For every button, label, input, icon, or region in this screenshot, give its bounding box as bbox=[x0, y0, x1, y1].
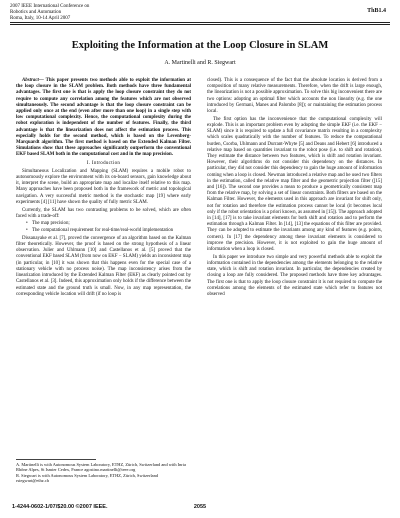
paragraph: Dissanayake et al. [7], proved the convergence of an algorithm based on the Kalman filter theoretically. However, the proof is based on the strong hypothesis of a linear observation. Julier and Uhlmann [10] and Castellanos et al. [5] proved that the conventional EKF based SLAM (from now on EKF − SLAM) yields an inconsistent map (in particular, in [10] it was shown that this happens even for the special case of a stationary vehicle with no process noise). The map inconsistency arises from the linearization introduced by the Extended Kalman Filter (EKF) as clearly pointed out by Castellanos et al. [3]. Indeed, this approximation only holds if the difference between the estimated state and the ground truth is small. Now, in any map representation, the corresponding vehicle location will drift (if no loop is bbox=[16, 235, 191, 297]
footnote-line: A. Martinelli is with Autonomous System Laboratory, ETHZ, Zürich, Switzerland and with Inria Rhône Alpes, St Ismier Cedex, France agostino.martinelli@ieee.org bbox=[16, 462, 186, 473]
footnote-rule bbox=[16, 459, 96, 460]
isbn-line: 1-4244-0602-1/07/$20.00 ©2007 IEEE. bbox=[12, 504, 108, 510]
paragraph: The first option has the inconvenience that the computational complexity will explode. This is an important problem even by adopting the simple EKF (i.e. the EKF − SLAM) since it is required to update a full covariance matrix resulting in a complexity which scales quadratically with the number of features. To reduce the computational burden, Csorba, Uhlmann and Durrant-Whyte [5] and Deans and Hebert [6] introduced a relative map based on quantities invariant to the robot pose (i.e. to shift and rotation). They estimate the distance between two features, which is shift and rotation invariant. However, their algorithms do not consider this dependency on the distances. In particular, they did not consider this dependency to gain the huge amount of information coming when a loop is closed. Newman introduced a relative map and he used two filters in the estimation, called the relative map filter and the geometric projection filter ([15] and [16]). The second one provides a mean to produce a geometrically consistent map from the relative map, by solving a set of linear constraints. Both filters are based on the Kalman Filter. However, the elements used in this approach are invariant for shift only, not for rotation and therefore the estimation process cannot be local (it becomes local only if the robot orientation is a priori known, as assumed in [15]). The approach adopted in [14], [17] is to take invariant elements for both shift and rotation and to perform the estimation through a Kalman Filter. In [14], [13] the equations of this filter are provided. They can be adopted to estimate the invariants among any kind of features (e.g. points, corners). In [17] the dependency among these invariant elements is considered to improve the precision. However, it is not exploited to gain the huge amount of information when a loop is closed. bbox=[207, 116, 382, 252]
footnote bbox=[16, 462, 191, 483]
paper-authors: A. Martinelli and R. Siegwart bbox=[164, 60, 236, 66]
bullet-item: • The computational requirement for real-time/real-world implementation bbox=[26, 228, 191, 234]
left-column bbox=[16, 78, 191, 299]
header-rule-double bbox=[10, 24, 390, 25]
paragraph: Currently, the SLAM has two contrasting problems to be solved, which are often faced with a trade-off: bbox=[16, 207, 191, 219]
footnote-line: R. Siegwart is with Autonomous System Laboratory, ETHZ, Zürich, Switzerland rsiegwart@ethz.ch bbox=[16, 472, 159, 483]
conference-line: 2007 IEEE International Conference on bbox=[10, 4, 90, 9]
section-heading: I. Introduction bbox=[86, 160, 121, 166]
conference-line: Robotics and Automation bbox=[10, 10, 62, 15]
conference-info bbox=[10, 4, 89, 22]
conference-line: Roma, Italy, 10-14 April 2007 bbox=[10, 16, 71, 21]
page-number: 2055 bbox=[193, 504, 207, 510]
bullet-list bbox=[26, 221, 191, 233]
paragraph: In this paper we introduce two simple and very powerful methods able to exploit the information contained in the dependencies among the elements belonging to the relative state, which is shift and rotation invariant. In particular, the dependencies created by closing a loop are fully considered. The proposed methods have three key advantages. The first one is that to apply the loop closure constraint it is not required to compute the correlations among the elements of the estimated state which refer to features not observed bbox=[207, 254, 382, 297]
right-column bbox=[207, 78, 382, 300]
paragraph: closed). This is a consequence of the fact that the absolute location is derived from a composition of many relative measurements. Therefore, when the drift is large enough, the linearization is not a possible approximation. To solve this big inconvenient there are two options: adopting an optimal filter which accounts the non linearity (e.g. the one introduced by Germani, Manes and Palombo [8]); or maintaining the estimation process local. bbox=[207, 78, 382, 115]
abstract: Abstract— This paper presents two methods able to exploit the information at the loop closure in the SLAM problem. Both methods have three fundamental advantages. The first one is that is apply the loop closure constraint they do not require to compute any correlation among the features which are not observed simultaneously. The second advantage is that the loop closure constraint can be applied only once at the end (even after more than one loop) in a single step with low computational complexity. Hence, the computational complexity during the robot exploration is independent of the number of features. Finally, the third advantage is that the linearization does not affect the estimation process. This especially holds for the second method, which is based on the Levenberg-Marquardt algorithm. The first method is based on the Extended Kalman Filter. Simulations show that these approaches significantly outperform the conventional EKF based SLAM both in the computational cost and in the map precision. bbox=[16, 78, 191, 158]
abstract-label: Abstract bbox=[22, 78, 39, 83]
bullet-item: • The map precision; bbox=[26, 221, 191, 227]
abstract-text: This paper presents two methods able to exploit the information at the loop closure in the SLAM problem. Both methods have three fundamental advantages. The first one is that is apply the loop closure constraint they do not require to compute any correlation among the features which are not observed simultaneously. The second advantage is that the loop closure constraint can be applied only once at the end (even after more than one loop) in a single step with low computational complexity. Hence, the computational complexity during the robot exploration is independent of the number of features. Finally, the third advantage is that the linearization does not affect the estimation process. This especially holds for the second method, which is based on the Levenberg-Marquardt algorithm. The first method is based on the Extended Kalman Filter. Simulations show that these approaches significantly outperform the conventional EKF based SLAM both in the computational cost and in the map precision. bbox=[16, 78, 191, 158]
session-code: ThB1.4 bbox=[367, 8, 386, 14]
header-rule bbox=[10, 22, 390, 23]
paragraph: Simultaneous Localization and Mapping (SLAM) requires a mobile robot to autonomously explore the environment with its on-board sensors, gain knowledge about it, interpret the scene, build an appropriate map and localize itself relative to this map. Many approaches have been proposed both in the framework of metric and topological navigation. A very successful metric method is the stochastic map [19] where early experiments [4] [11] have shown the quality of fully metric SLAM. bbox=[16, 168, 191, 205]
paper-title: Exploiting the Information at the Loop Closure in SLAM bbox=[71, 40, 329, 51]
